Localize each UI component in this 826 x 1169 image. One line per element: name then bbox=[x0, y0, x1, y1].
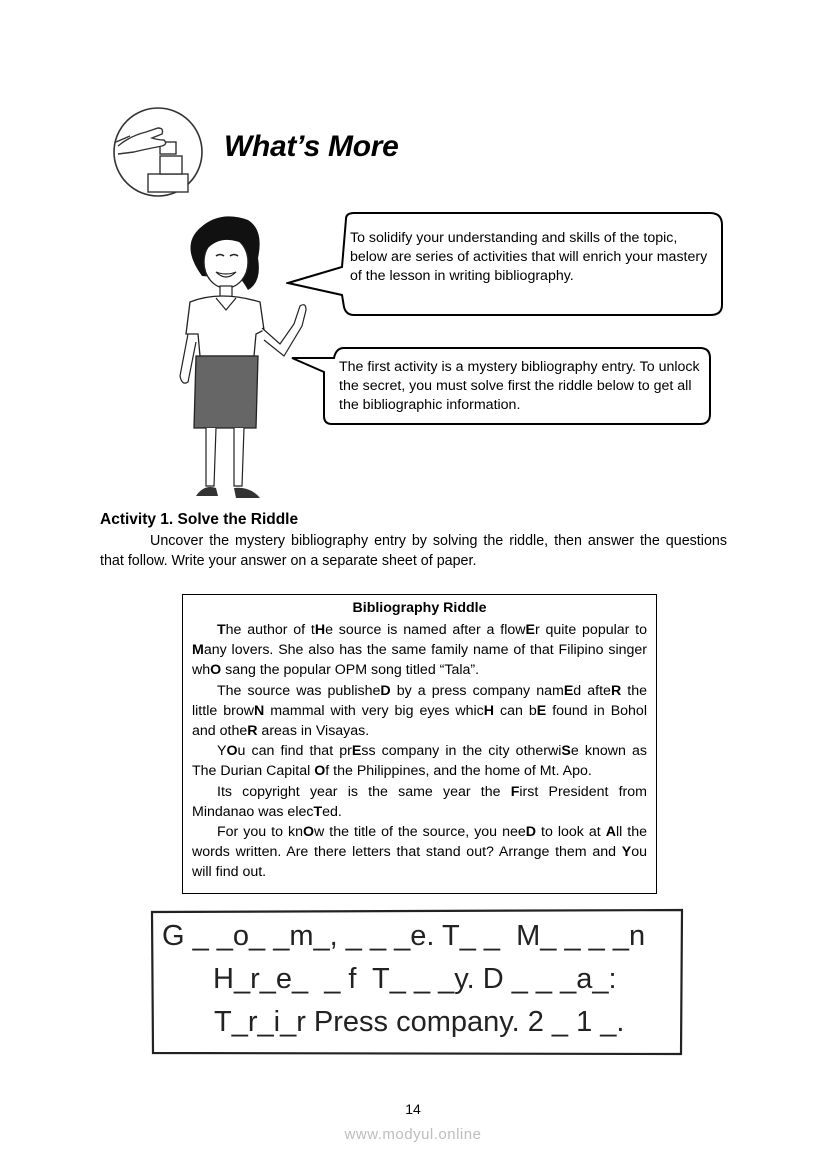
bubble-1-text: To solidify your understanding and skills of the topic, below are series of activities that will enrich your mastery of the lesson in writing bibliography. bbox=[350, 230, 708, 284]
puzzle-line-2: H_r_e_ _ f T_ _ _y. D _ _ _a_: bbox=[213, 963, 617, 995]
puzzle-line-1: G _ _o_ _m_, _ _ _e. T_ _ M_ _ _ _n bbox=[162, 920, 646, 952]
riddle-paragraph: The source was publisheD by a press company namEd afteR the little browN mammal with very big eyes whicH can bE found in Bohol and otheR areas in Visayas. bbox=[192, 682, 648, 740]
riddle-paragraph: The author of tHe source is named after a flowEr quite popular to Many lovers. She also has the same family name of that Filipino singer whO sang the popular OPM song titled “Tala”. bbox=[192, 622, 647, 679]
blocks-icon bbox=[112, 106, 204, 198]
bubble-2-text: The first activity is a mystery bibliography entry. To unlock the secret, you must solve first the riddle below to get all the bibliographic information. bbox=[339, 359, 700, 413]
riddle-title: Bibliography Riddle bbox=[352, 600, 487, 616]
riddle-paragraph: YOu can find that prEss company in the city otherwiSe known as The Durian Capital Of the Philippines, and the home of Mt. Apo. bbox=[192, 743, 647, 780]
page-number: 14 bbox=[405, 1101, 421, 1117]
puzzle-line-3: T_r_i_r Press company. 2 _ 1 _. bbox=[214, 1006, 625, 1038]
section-title: What’s More bbox=[224, 130, 399, 163]
riddle-paragraph: Its copyright year is the same year the First President from Mindanao was elecTed. bbox=[192, 783, 647, 820]
riddle-paragraph: For you to knOw the title of the source, you neeD to look at All the words written. Are there letters that stand out? Arrange them and You will find out. bbox=[192, 824, 647, 881]
activity-description: Uncover the mystery bibliography entry by solving the riddle, then answer the questions that follow. Write your answer on a separate sheet of paper. bbox=[100, 533, 727, 569]
riddle-body bbox=[192, 620, 647, 883]
watermark: www.modyul.online bbox=[344, 1126, 482, 1143]
activity-title: Activity 1. Solve the Riddle bbox=[100, 511, 299, 528]
